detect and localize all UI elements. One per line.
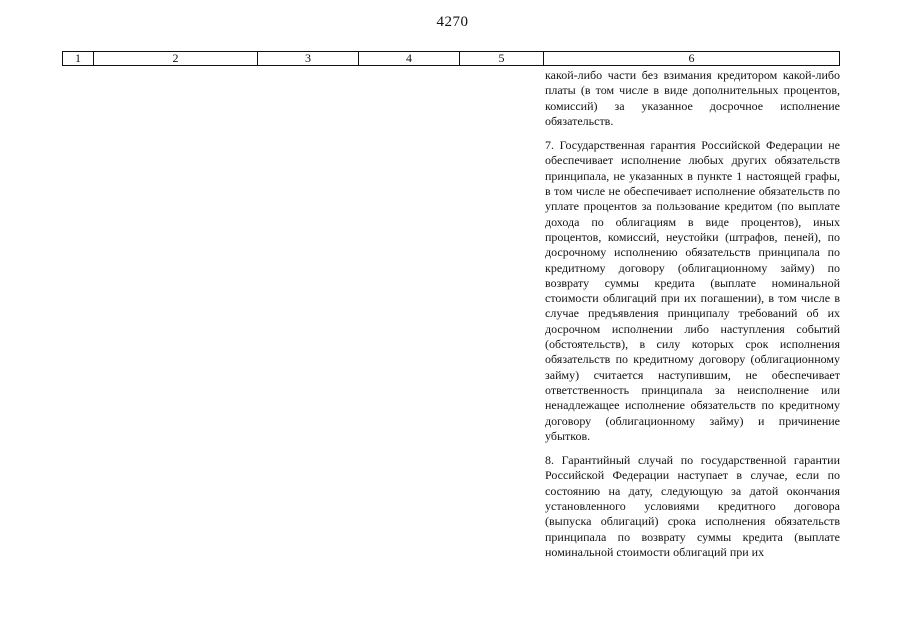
table-header-row [62,51,840,66]
column-header-3: 3 [258,52,359,65]
column-header-4: 4 [359,52,460,65]
column-header-5: 5 [460,52,544,65]
column-header-1: 1 [63,52,94,65]
column-header-2: 2 [94,52,258,65]
column-6-text [545,68,840,560]
paragraph-continuation: какой-либо части без взимания кредитором какой-либо платы (в том числе в виде дополнительных процентов, комиссий) за указанное досрочное исполнение обязательств. [545,68,840,128]
column-header-6: 6 [688,51,695,65]
paragraph-item-8: 8. Гарантийный случай по государственной гарантии Российской Федерации наступает в случае, если по состоянию на дату, следующую за датой окончания установленного условиями кредитного договора (выпуска облигаций) срока исполнения обязательств принципала по возврату суммы кредита (выплате номинальной стоимости облигаций при их [545,453,840,559]
paragraph-item-7: 7. Государственная гарантия Российской Федерации не обеспечивает исполнение любых других обязательств принципала, не указанных в пункте 1 настоящей графы, в том числе не обеспечивает исполнение обязательств по уплате процентов за пользование кредитом (по выплате дохода по облигациям в виде процентов), иных процентов, комиссий, неустойки (штрафов, пеней), по досрочному исполнению обязательств принципала по кредитному договору (облигационному займу) по возврату суммы кредита (выплате номинальной стоимости облигаций при их погашении), в том числе в случае предъявления принципалу требований об их досрочном исполнении либо наступления событий (обстоятельств), в силу которых срок исполнения обязательств по кредитному договору (облигационному займу) считается наступившим, не обеспечивает ответственность принципала за неисполнение или ненадлежащее исполнение обязательств по кредитному договору (облигационному займу) и причинение убытков. [545,138,840,443]
page-number: 4270 [436,14,469,30]
